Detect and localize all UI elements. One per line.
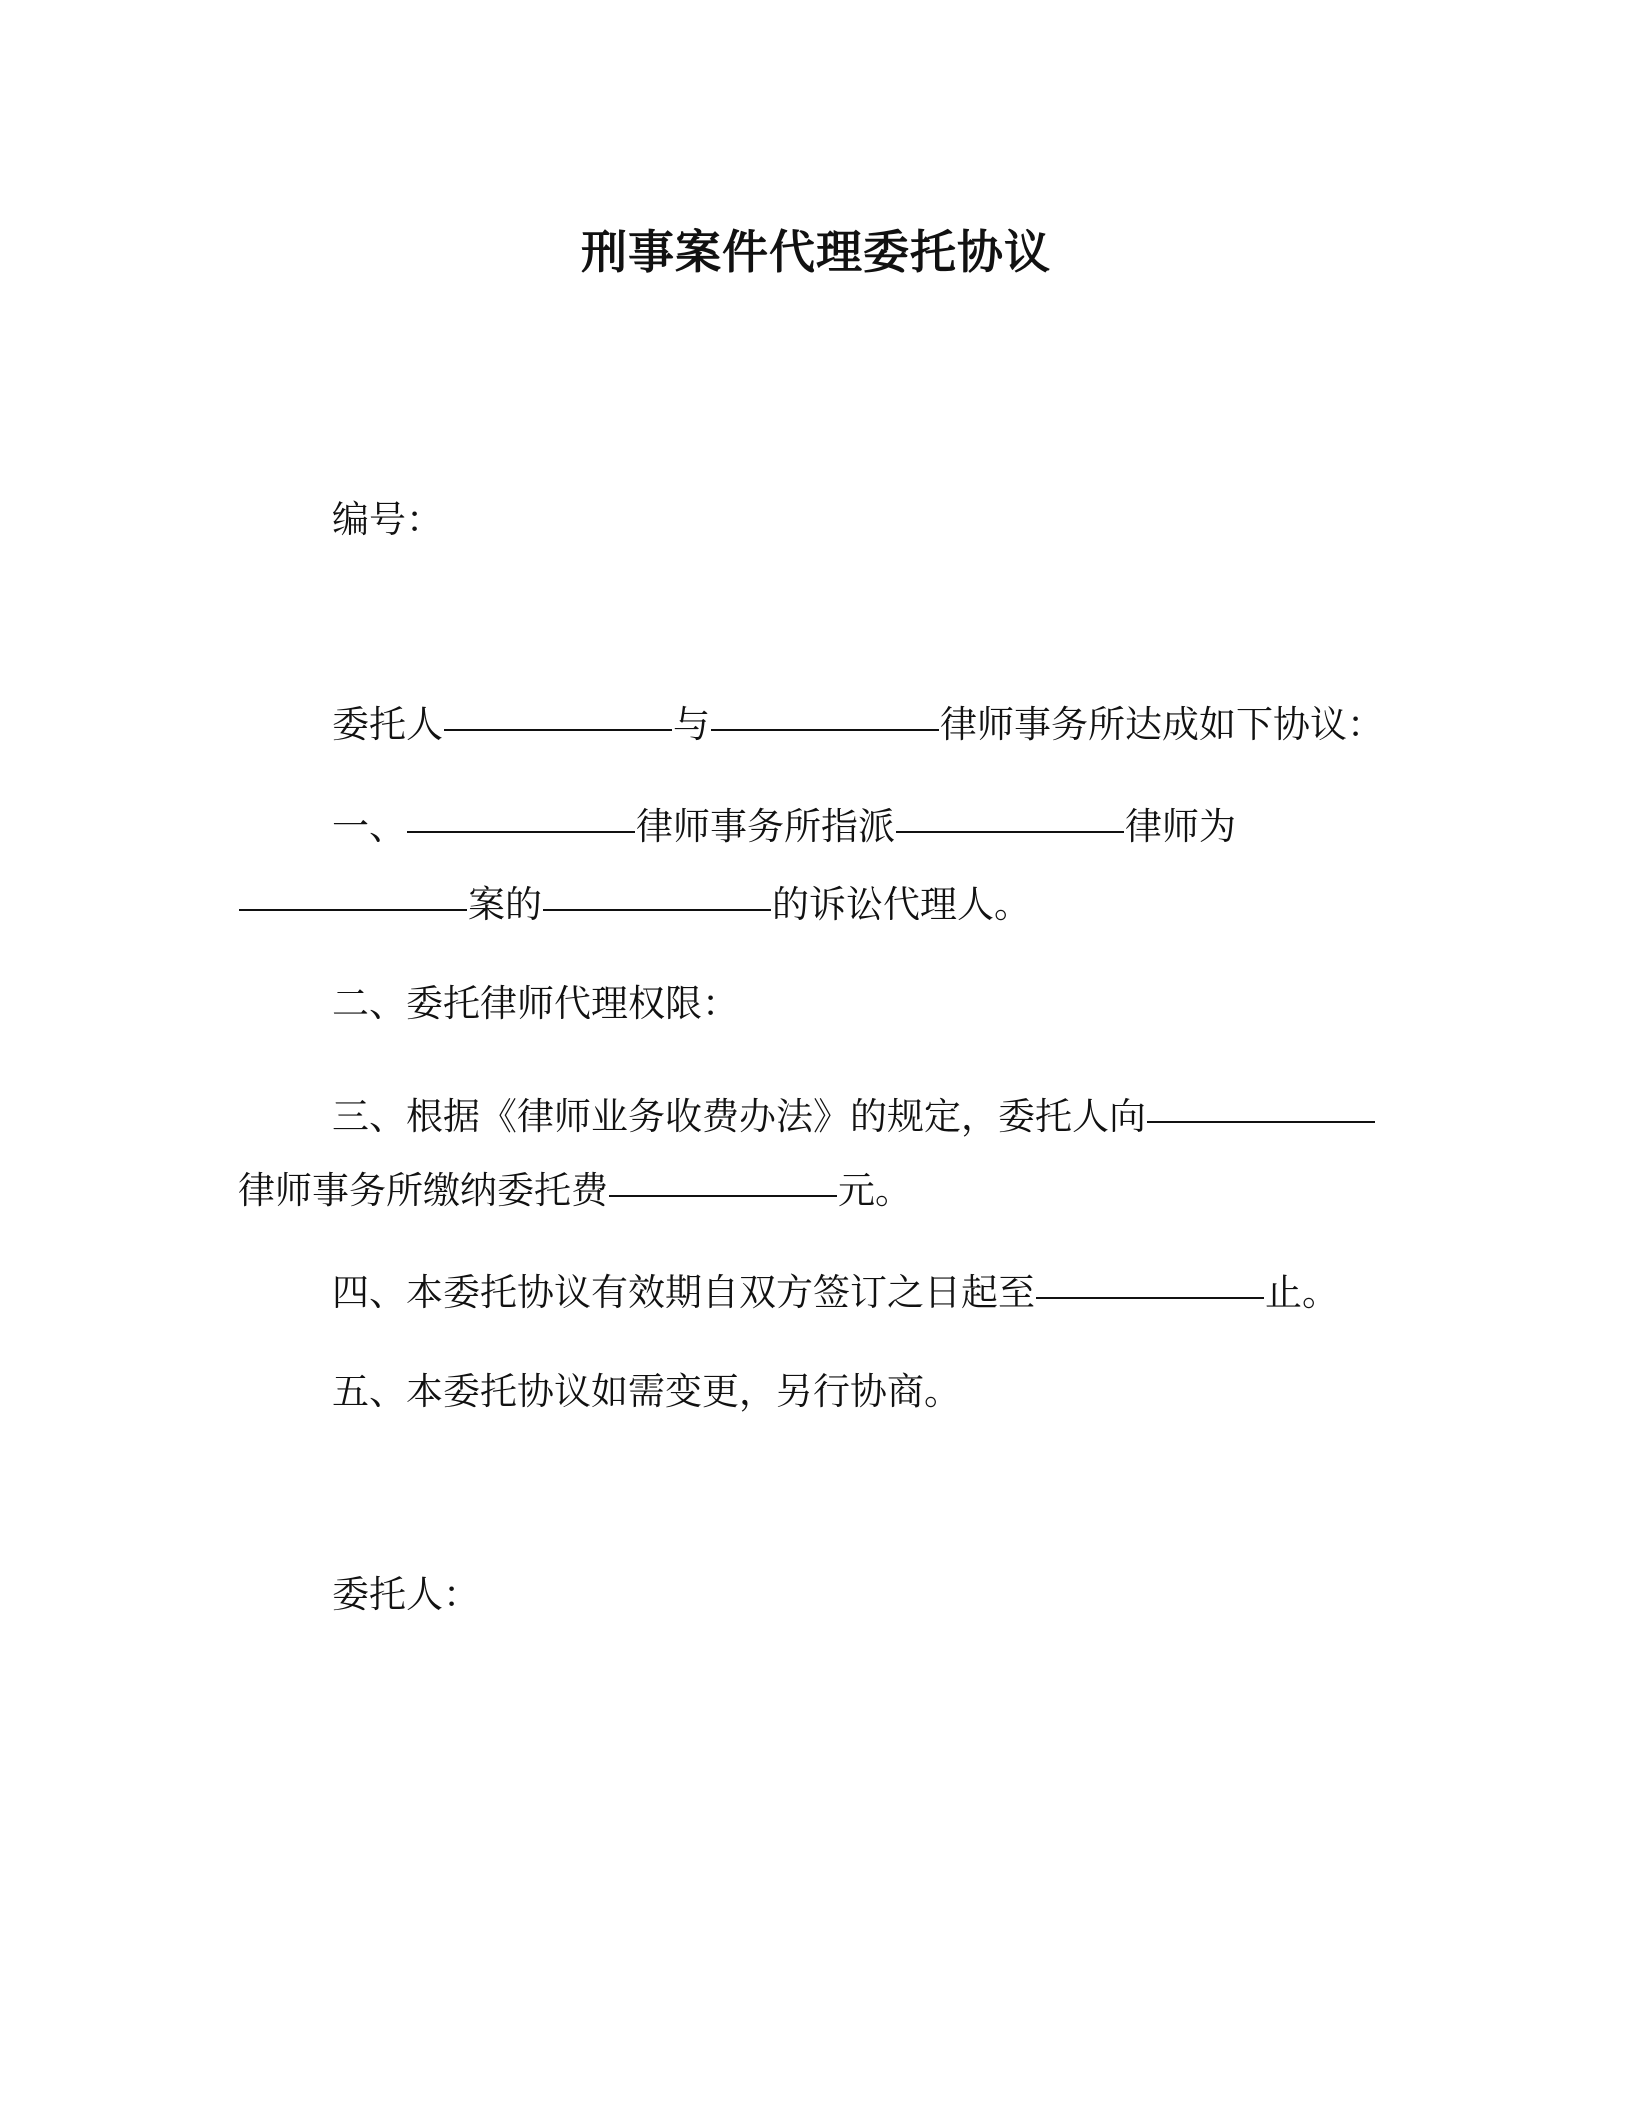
number-label: 编号： — [332, 498, 443, 541]
clause-1-text-2: 律师事务所指派 — [636, 805, 895, 848]
clause-5: 五、本委托协议如需变更，另行协商。 — [332, 1370, 961, 1413]
clause-3-firm-blank — [1147, 1083, 1375, 1123]
clause-1-party-blank — [543, 871, 771, 911]
clause-1-firm-blank — [407, 793, 635, 833]
clause-1-text-3: 律师为 — [1125, 805, 1236, 848]
clause-3-text-1: 三、根据《律师业务收费办法》的规定，委托人向 — [332, 1095, 1146, 1138]
document-title: 刑事案件代理委托协议 — [581, 225, 1051, 279]
clause-1-text-1: 一、 — [332, 805, 406, 848]
clause-3-line-2 — [238, 1163, 912, 1216]
clause-4 — [332, 1265, 1339, 1318]
clause-1-line-2 — [238, 877, 1031, 930]
law-firm-blank — [711, 691, 939, 731]
clause-3-line-1 — [332, 1089, 1376, 1142]
intro-text-3: 律师事务所达成如下协议： — [940, 703, 1384, 746]
clause-3-text-2: 律师事务所缴纳委托费 — [238, 1169, 608, 1212]
clause-1-case-blank — [239, 871, 467, 911]
clause-1-text-4: 案的 — [468, 883, 542, 926]
clause-4-text-2: 止。 — [1265, 1271, 1339, 1314]
clause-1-lawyer-blank — [896, 793, 1124, 833]
clause-4-date-blank — [1036, 1259, 1264, 1299]
clause-4-text-1: 四、本委托协议有效期自双方签订之日起至 — [332, 1271, 1035, 1314]
clause-1-line-1 — [332, 799, 1236, 852]
intro-text-1: 委托人 — [332, 703, 443, 746]
intro-paragraph — [332, 697, 1384, 750]
intro-text-2: 与 — [673, 703, 710, 746]
signature-label: 委托人： — [332, 1573, 480, 1616]
client-name-blank — [444, 691, 672, 731]
clause-2: 二、委托律师代理权限： — [332, 982, 739, 1025]
clause-3-fee-blank — [609, 1157, 837, 1197]
clause-1-text-5: 的诉讼代理人。 — [772, 883, 1031, 926]
clause-3-text-3: 元。 — [838, 1169, 912, 1212]
